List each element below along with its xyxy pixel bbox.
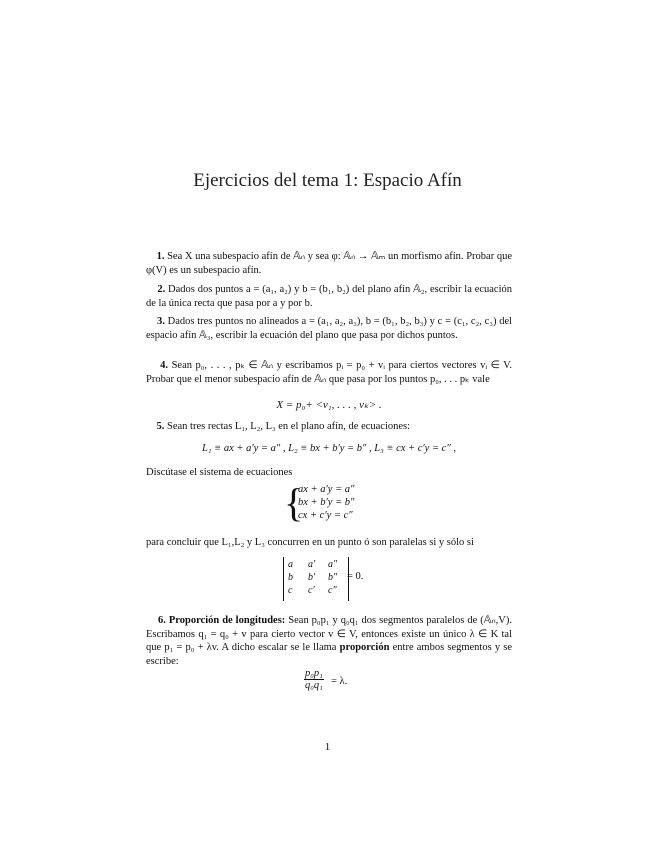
fraction-equals: = λ. bbox=[331, 676, 348, 687]
exercise-4 bbox=[146, 359, 512, 386]
exercise-5-lines-formula: L₁ ≡ ax + a′y = a″ , L₂ ≡ bx + b′y = b″ , L₃ ≡ cx + c′y = c″ , bbox=[202, 443, 456, 454]
matrix-row bbox=[288, 571, 344, 584]
fraction-denominator: q₀q₁ bbox=[305, 680, 323, 691]
exercise-number: 6. bbox=[157, 615, 166, 626]
exercise-number: 3. bbox=[157, 316, 165, 327]
system-row: ax + a′y = a″ bbox=[298, 484, 355, 495]
exercise-text: Sean p₀, . . . , pₖ ∈ 𝔸ₙ y escribamos pᵢ = p₀ + vᵢ para ciertos vectores vᵢ ∈ V. Probar que el menor subespacio afín de 𝔸ₙ que pasa por los puntos p₀, . . . pₖ vale bbox=[146, 360, 513, 385]
exercise-text-after: entre ambos segmentos y se escribe: bbox=[146, 642, 513, 667]
determinant-equals: = 0. bbox=[347, 571, 364, 582]
exercise-number: 1. bbox=[156, 251, 165, 262]
exercise-5 bbox=[146, 420, 512, 434]
exercise-5-discuss: Discútase el sistema de ecuaciones bbox=[146, 467, 293, 478]
determinant-matrix bbox=[283, 557, 349, 601]
exercise-heading: Proporción de longitudes: bbox=[168, 615, 286, 626]
system-row: bx + b′y = b″ bbox=[298, 497, 355, 508]
proportion-fraction bbox=[304, 668, 324, 691]
exercise-6 bbox=[146, 614, 512, 668]
exercise-number: 2. bbox=[157, 284, 166, 295]
matrix-cell: a bbox=[288, 559, 293, 570]
matrix-cell: c″ bbox=[328, 585, 337, 596]
exercise-1 bbox=[146, 250, 512, 277]
matrix-cell: b′ bbox=[308, 572, 316, 583]
exercise-text: Sean tres rectas L₁, L₂, L₃ en el plano afín, de ecuaciones: bbox=[167, 421, 411, 432]
matrix-cell: a′ bbox=[308, 559, 316, 570]
exercise-number: 5. bbox=[156, 421, 165, 432]
bold-term: proporción bbox=[339, 642, 390, 653]
exercise-number: 4. bbox=[160, 360, 169, 371]
matrix-cell: b″ bbox=[328, 572, 338, 583]
system-row: cx + c′y = c″ bbox=[298, 510, 353, 521]
exercise-text: Sean p₀p₁ y q₀q₁ dos segmentos paralelos de (𝔸ₙ,V). Escribamos q₁ = q₀ + v para cierto vector v ∈ V, entonces existe un único λ ∈ K tal que p₁ = p₀ + λv. A dicho escalar se le llama bbox=[146, 615, 513, 653]
exercise-2 bbox=[146, 283, 512, 310]
matrix-cell: b bbox=[288, 572, 293, 583]
equation-system bbox=[284, 480, 355, 525]
page-title: Ejercicios del tema 1: Espacio Afín bbox=[193, 170, 462, 191]
exercise-3 bbox=[146, 315, 512, 342]
matrix-row bbox=[288, 558, 344, 571]
fraction-numerator: p₀p₁ bbox=[305, 668, 323, 679]
matrix-cell: c bbox=[288, 585, 293, 596]
matrix-cell: a″ bbox=[328, 559, 338, 570]
exercise-text: Dados dos puntos a = (a₁, a₂) y b = (b₁, b₂) del plano afín 𝔸₂, escribir la ecuación de la única recta que pasa por a y por b. bbox=[146, 284, 513, 309]
matrix-cell: c′ bbox=[308, 585, 315, 596]
exercise-4-formula: X = p₀+ <v₁, . . . , vₖ> . bbox=[276, 399, 382, 411]
left-brace-icon: { bbox=[284, 480, 304, 525]
matrix-row bbox=[288, 584, 344, 597]
exercise-text: Dados tres puntos no alineados a = (a₁, a₂, a₃), b = (b₁, b₂, b₃) y c = (c₁, c₂, c₃) del espacio afín 𝔸₃, escribir la ecuación del plano que pasa por dichos puntos. bbox=[146, 316, 513, 341]
page-number: 1 bbox=[324, 741, 331, 753]
exercise-text: Sea X una subespacio afín de 𝔸ₙ y sea φ: 𝔸ₙ → 𝔸ₘ un morfismo afín. Probar que φ(V) es un subespacio afín. bbox=[146, 251, 512, 276]
exercise-5-conclude: para concluir que L₁,L₂ y L₃ concurren en un punto ó son paralelas si y sólo si bbox=[146, 537, 474, 548]
